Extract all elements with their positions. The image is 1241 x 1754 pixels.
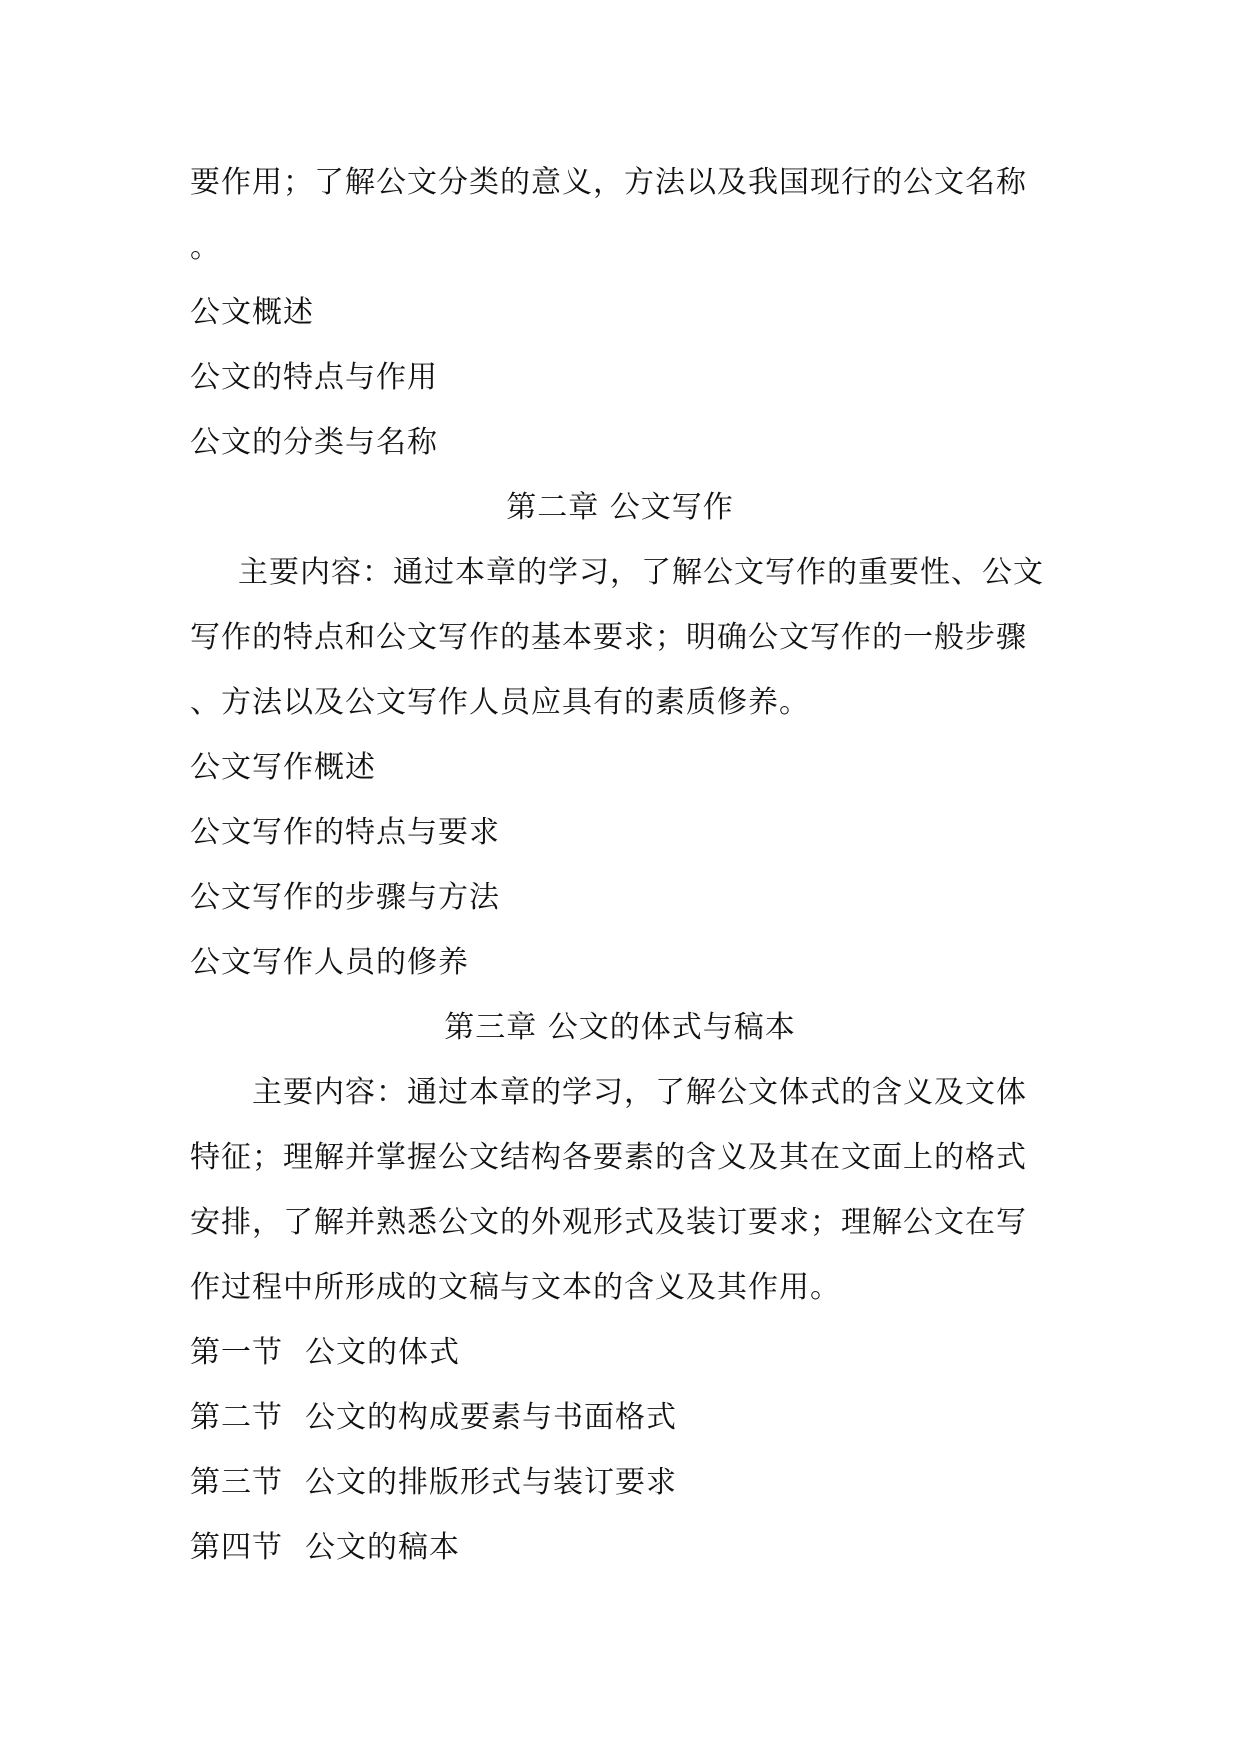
section-title: 公文的排版形式与装订要求 (305, 1465, 677, 1500)
chapter2-section: 公文写作人员的修养 (190, 945, 469, 980)
chapter3-title: 第三章 公文的体式与稿本 (444, 1010, 796, 1045)
chapter3-summary-line: 作过程中所形成的文稿与文本的含义及其作用。 (190, 1270, 841, 1305)
section-title: 公文的体式 (305, 1335, 460, 1370)
chapter2-summary-line: 、方法以及公文写作人员应具有的素质修养。 (190, 685, 810, 720)
chapter2-summary-line: 写作的特点和公文写作的基本要求；明确公文写作的一般步骤 (190, 620, 1027, 655)
chapter3-section (190, 1450, 1060, 1515)
chapter1-section: 公文的特点与作用 (190, 360, 438, 395)
chapter1-summary-line: 。 (190, 230, 221, 265)
chapter2-section: 公文写作概述 (190, 750, 376, 785)
chapter2-title: 第二章 公文写作 (506, 490, 734, 525)
chapter3-summary-line: 安排，了解并熟悉公文的外观形式及装订要求；理解公文在写 (190, 1205, 1027, 1240)
chapter3-summary-line: 主要内容：通过本章的学习，了解公文体式的含义及文体 (252, 1075, 1027, 1110)
section-title: 公文的稿本 (305, 1530, 460, 1565)
section-number: 第一节 (190, 1335, 283, 1370)
chapter2-summary-line: 主要内容：通过本章的学习，了解公文写作的重要性、公文 (238, 555, 1044, 590)
section-title: 公文的构成要素与书面格式 (305, 1400, 677, 1435)
chapter1-section: 公文的分类与名称 (190, 425, 438, 460)
chapter3-section (190, 1385, 1060, 1450)
section-number: 第四节 (190, 1530, 283, 1565)
section-number: 第三节 (190, 1465, 283, 1500)
chapter2-section: 公文写作的步骤与方法 (190, 880, 500, 915)
chapter1-section: 公文概述 (190, 295, 314, 330)
chapter2-section: 公文写作的特点与要求 (190, 815, 500, 850)
document-page (190, 150, 1060, 1580)
chapter1-summary-line: 要作用；了解公文分类的意义，方法以及我国现行的公文名称 (190, 165, 1027, 200)
chapter3-section (190, 1515, 1060, 1580)
chapter3-section (190, 1320, 1060, 1385)
chapter3-summary-line: 特征；理解并掌握公文结构各要素的含义及其在文面上的格式 (190, 1140, 1027, 1175)
section-number: 第二节 (190, 1400, 283, 1435)
